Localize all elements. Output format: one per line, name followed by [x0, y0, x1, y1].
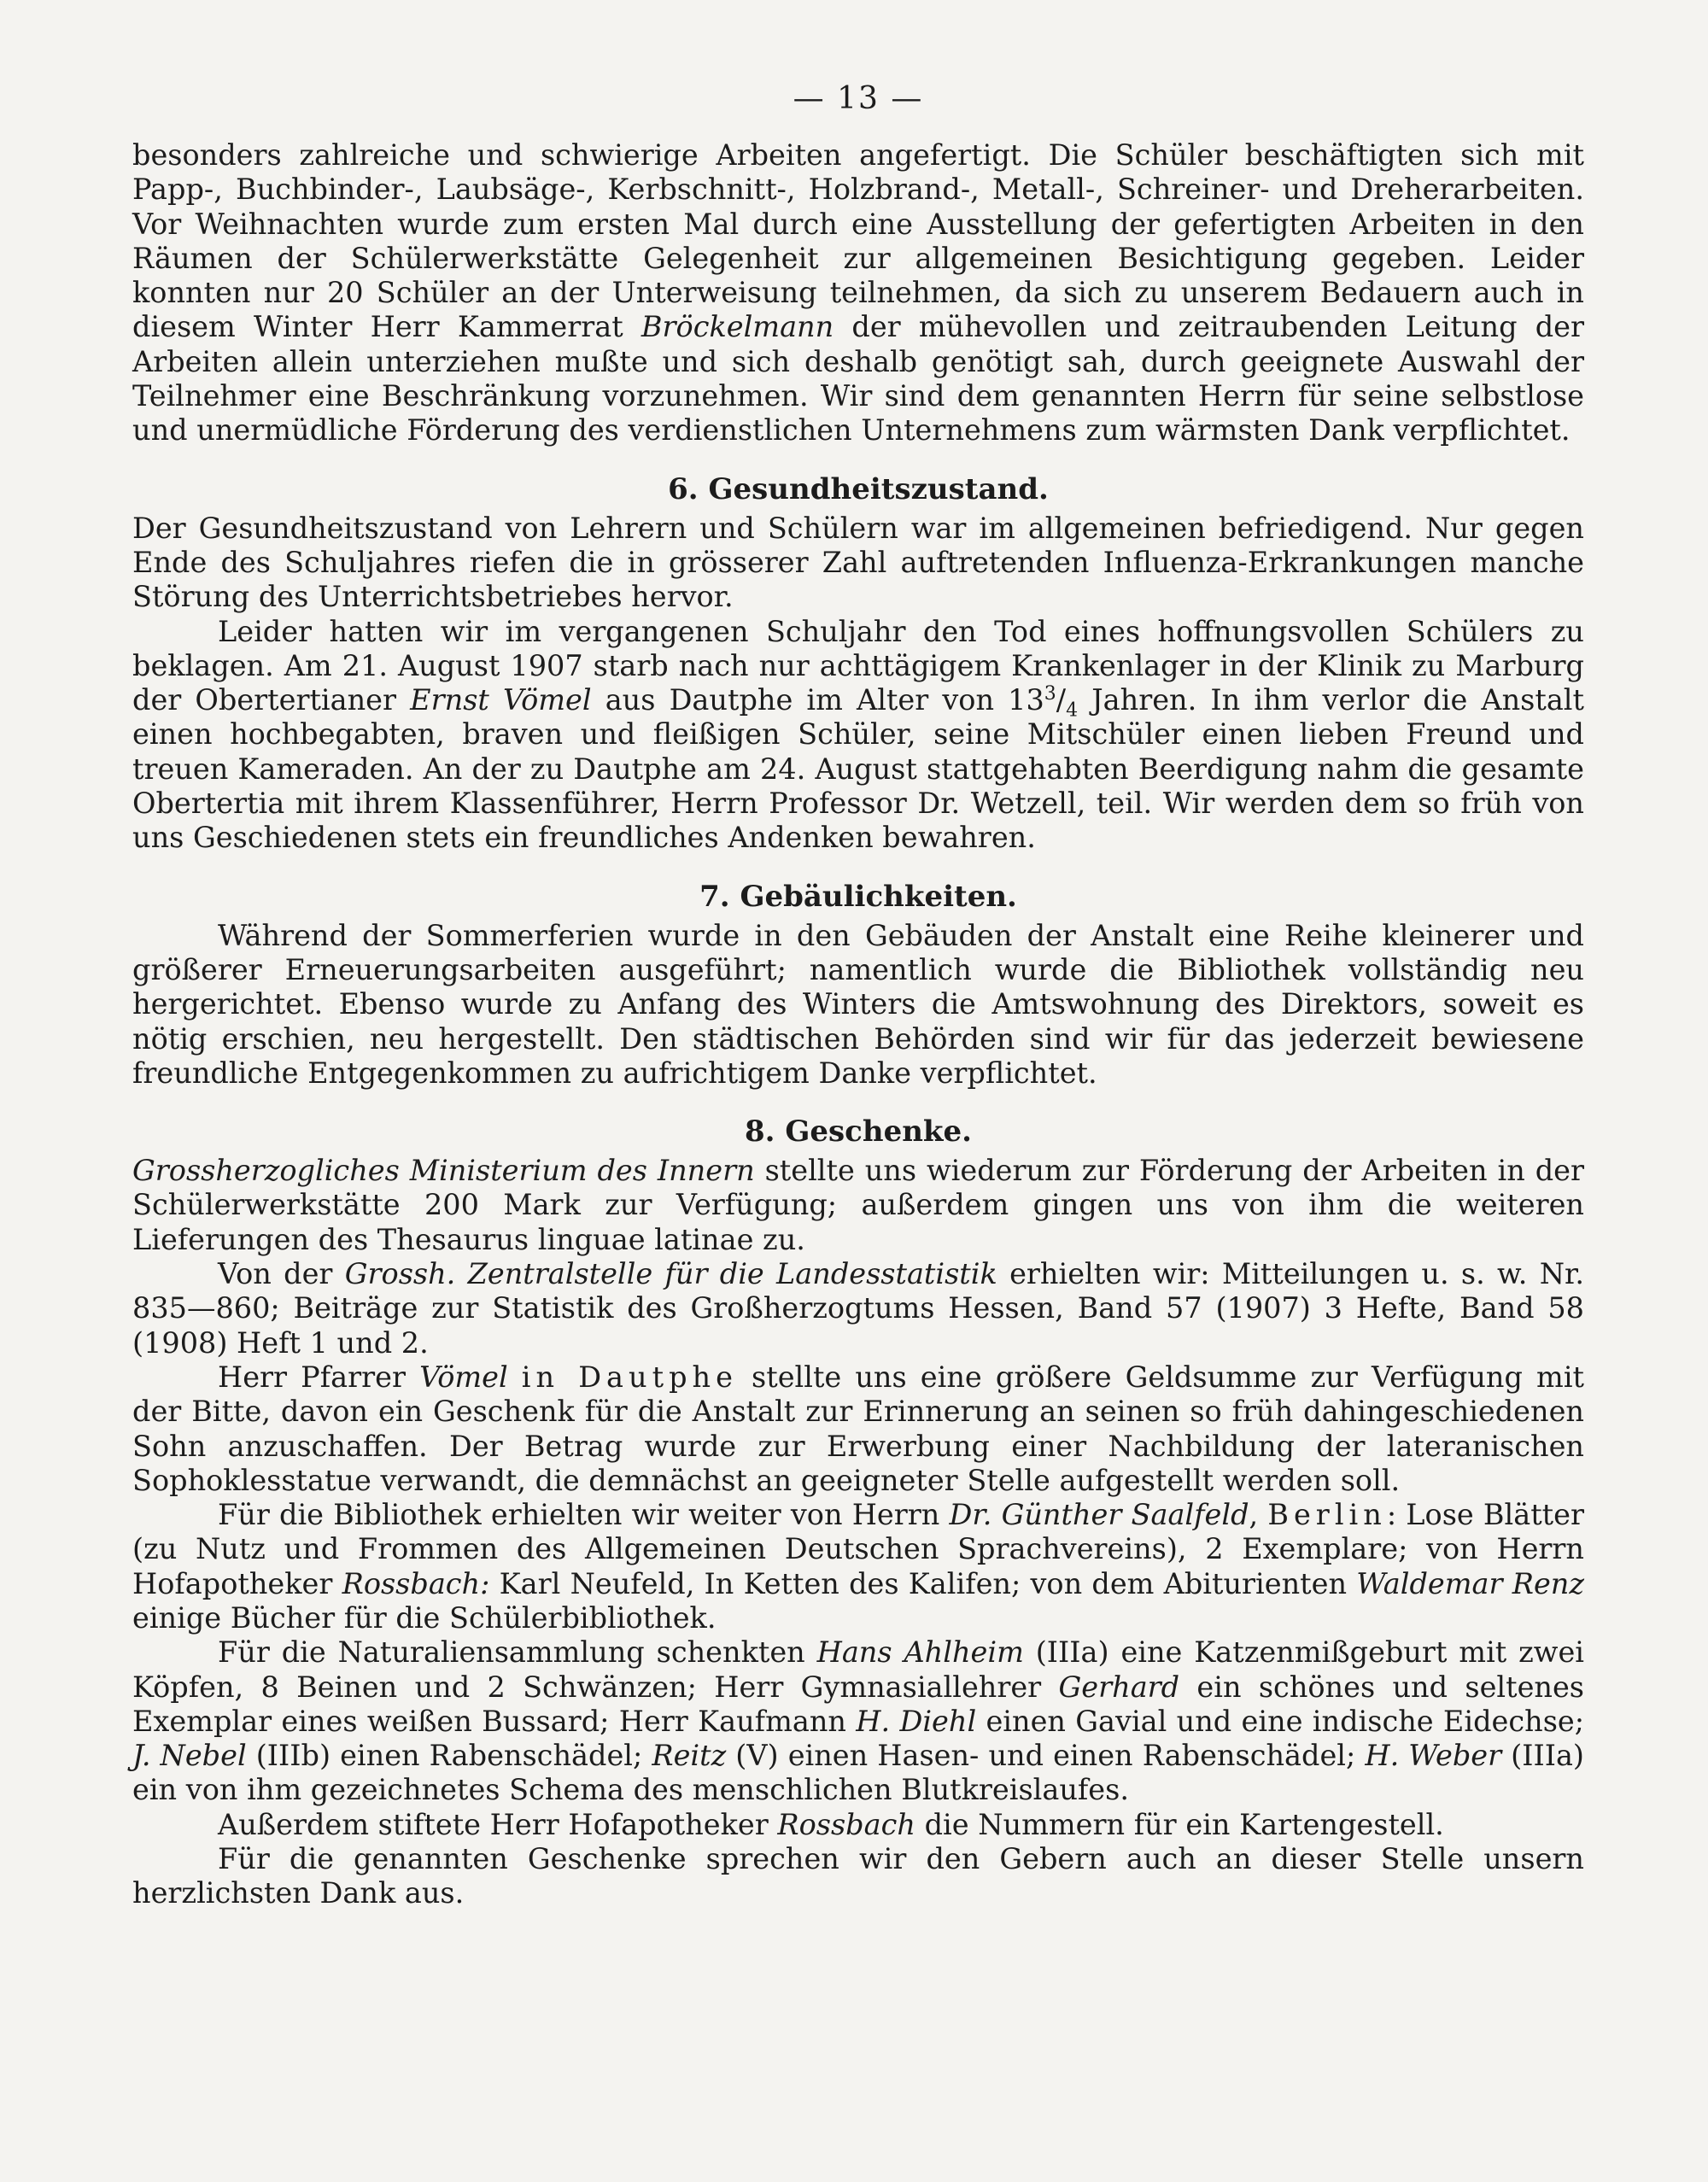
section-heading-health: 6. Gesundheitszustand. — [668, 471, 1049, 506]
page-number: — 13 — — [793, 81, 924, 116]
buildings-paragraph: Während der Sommerferien wurde in den Gebäuden der Anstalt eine Reihe kleinerer und größerer Erneuerungsarbeiten ausgeführt; namentlich wurde die Bibliothek vollständig neu hergerichtet. Ebenso wurde zu Anfang des Winters die Amtswohnung des Direktors, soweit es nötig erschien, neu hergestellt. Den städtischen Behörden sind wir für das jederzeit bewiesene freundliche Entgegenkommen zu aufrichtigem Danke verpflichtet. — [132, 918, 1584, 1090]
document-page — [132, 81, 1584, 2148]
gifts-paragraph-ministry: Grossherzogliches Ministerium des Innern stellte uns wiederum zur Förderung der Arbeiten in der Schülerwerkstätte 200 Mark zur Verfügung; außerdem gingen uns von ihm die weiteren Lieferungen des Thesaurus linguae latinae zu. — [132, 1154, 1584, 1256]
person-name: Ernst Vömel — [410, 683, 592, 717]
section-heading-gifts: 8. Geschenke. — [745, 1114, 972, 1149]
gifts-paragraph-rossbach: Außerdem stiftete Herr Hofapotheker Rossbach die Nummern für ein Kartengestell. — [218, 1807, 1444, 1841]
gifts-paragraph-library: Für die Bibliothek erhielten wir weiter von Herrn Dr. Günther Saalfeld, Berlin: Lose Blätter (zu Nutz und Frommen des Allgemeinen Deutschen Sprachvereins), 2 Exemplare; von Herrn Hofapotheker Rossbach: Karl Neufeld, In Ketten des Kalifen; von dem Abiturienten Waldemar Renz einige Bücher für die Schülerbibliothek. — [132, 1498, 1584, 1635]
workshop-paragraph: besonders zahlreiche und schwierige Arbeiten angefertigt. Die Schüler beschäftigten sich mit Papp-, Buchbinder-, Laubsäge-, Kerbschnitt-, Holzbrand-, Metall-, Schreiner- und Dreherarbeiten. Vor Weihnachten wurde zum ersten Mal durch eine Ausstellung der gefertigten Arbeiten in den Räumen der Schülerwerkstätte Gelegenheit zur allgemeinen Besichtigung gegeben. Leider konnten nur 20 Schüler an der Unterweisung teilnehmen, da sich zu unserem Bedauern auch in diesem Winter Herr Kammerrat Bröckelmann der mühevollen und zeitraubenden Leitung der Arbeiten allein unterziehen mußte und sich deshalb genötigt sah, durch geeignete Auswahl der Teilnehmer eine Beschränkung vorzunehmen. Wir sind dem genannten Herrn für seine selbstlose und unermüdliche Förderung des verdienstlichen Unternehmens zum wärmsten Dank verpflichtet. — [132, 138, 1584, 448]
gifts-paragraph-thanks: Für die genannten Geschenke sprechen wir den Gebern auch an dieser Stelle unsern herzlichsten Dank aus. — [132, 1842, 1584, 1910]
health-paragraph: Der Gesundheitszustand von Lehrern und Schülern war im allgemeinen befriedigend. Nur gegen Ende des Schuljahres riefen die in grösserer Zahl auftretenden Influenza-Erkrankungen manche Störung des Unterrichtsbetriebes hervor. — [132, 511, 1584, 614]
gifts-paragraph-statistics: Von der Grossh. Zentralstelle für die Landesstatistik erhielten wir: Mitteilungen u. s. w. Nr. 835—860; Beiträge zur Statistik des Großherzogtums Hessen, Band 57 (1907) 3 Hefte, Band 58 (1908) Heft 1 und 2. — [132, 1257, 1584, 1360]
person-name: Bröckelmann — [640, 310, 834, 344]
gifts-paragraph-voemel: Herr Pfarrer Vömel in Dautphe stellte uns eine größere Geldsumme zur Verfügung mit der Bitte, davon ein Geschenk für die Anstalt zur Erinnerung an seinen so früh dahingeschiedenen Sohn anzuschaffen. Der Betrag wurde zur Erwerbung einer Nachbildung der lateranischen Sophoklesstatue verwandt, die demnächst an geeigneter Stelle aufgestellt werden soll. — [132, 1360, 1584, 1497]
section-heading-buildings: 7. Gebäulichkeiten. — [699, 879, 1017, 914]
obituary-paragraph: Leider hatten wir im vergangenen Schuljahr den Tod eines hoffnungsvollen Schülers zu beklagen. Am 21. August 1907 starb nach nur achttägigem Krankenlager in der Klinik zu Marburg der Obertertianer Ernst Vömel aus Dautphe im Alter von $13^3/_4$ Jahren. In ihm verlor die Anstalt einen hochbegabten, braven und fleißigen Schüler, seine Mitschüler einen lieben Freund und treuen Kameraden. An der zu Dautphe am 24. August stattgehabten Beerdigung nahm die gesamte Obertertia mit ihrem Klassenführer, Herrn Professor Dr. Wetzell, teil. Wir werden dem so früh von uns Geschiedenen stets ein freundliches Andenken bewahren. — [132, 614, 1584, 855]
gifts-paragraph-natural-history: Für die Naturaliensammlung schenkten Hans Ahlheim (IIIa) eine Katzenmißgeburt mit zwei Köpfen, 8 Beinen und 2 Schwänzen; Herr Gymnasiallehrer Gerhard ein schönes und seltenes Exemplar eines weißen Bussard; Herr Kaufmann H. Diehl einen Gavial und eine indische Eidechse; J. Nebel (IIIb) einen Rabenschädel; Reitz (V) einen Hasen- und einen Rabenschädel; H. Weber (IIIa) ein von ihm gezeichnetes Schema des menschlichen Blutkreislaufes. — [132, 1635, 1584, 1807]
